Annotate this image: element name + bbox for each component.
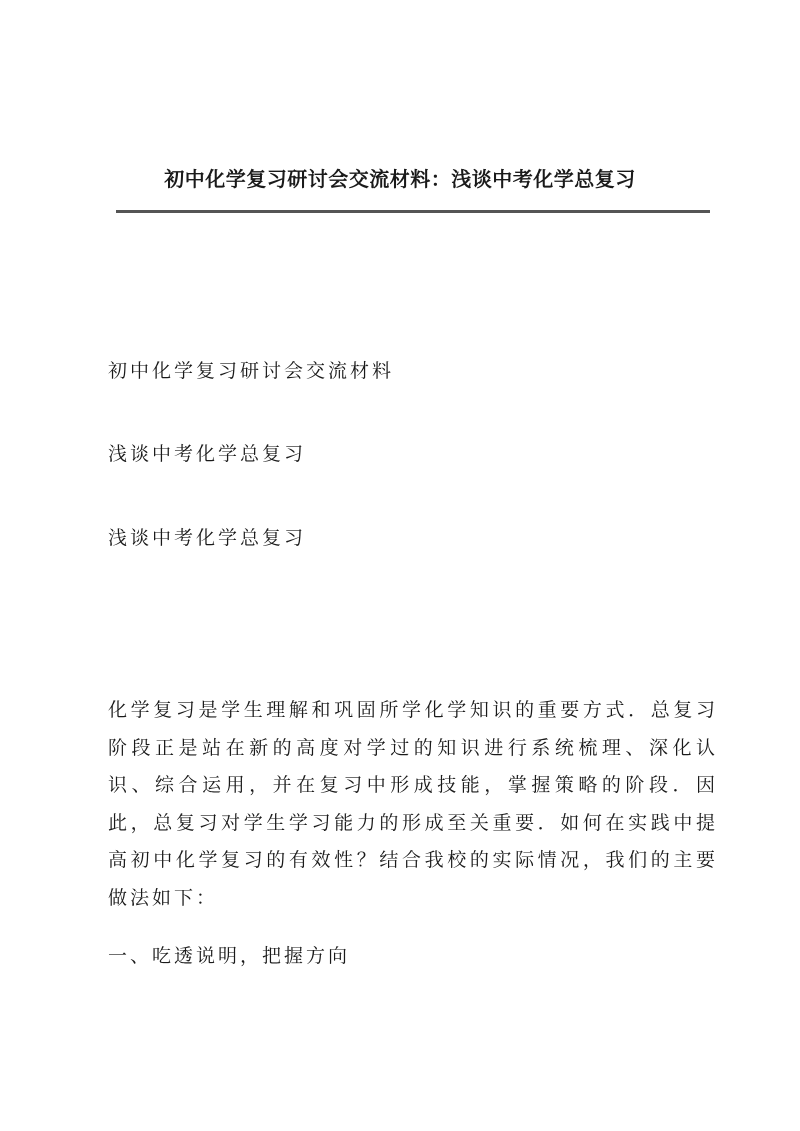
topic-line: 浅谈中考化学总复习 (108, 443, 307, 465)
title-divider (116, 210, 710, 213)
subtitle-line: 初中化学复习研讨会交流材料 (108, 360, 395, 382)
intro-paragraph: 化学复习是学生理解和巩固所学化学知识的重要方式．总复习阶段正是站在新的高度对学过的知识进行系统梳理、深化认识、综合运用，并在复习中形成技能，掌握策略的阶段．因此，总复习对学生学习能力的形成至关重要．如何在实践中提高初中化学复习的有效性？结合我校的实际情况，我们的主要做法如下： (108, 699, 718, 909)
page-title: 初中化学复习研讨会交流材料：浅谈中考化学总复习 (164, 167, 636, 191)
section-heading: 一、吃透说明，把握方向 (108, 945, 351, 967)
topic-line-repeat: 浅谈中考化学总复习 (108, 527, 307, 549)
